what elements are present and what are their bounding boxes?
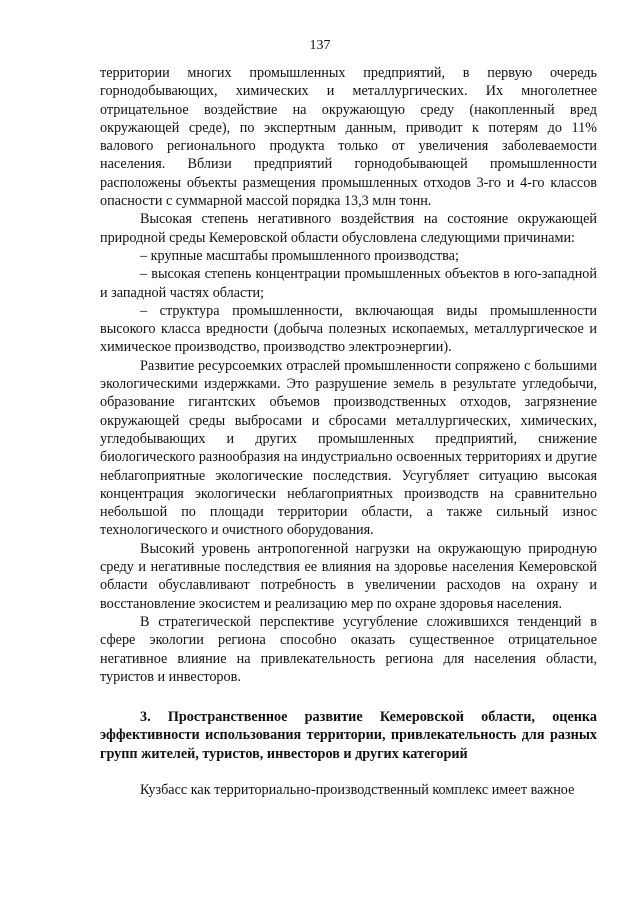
paragraph: В стратегической перспективе усугубление сложившихся тенденций в сфере экологии региона способно оказать существенное отрицательное негативное влияние на привлекательность региона для населения области, туристов и инвесторов.: [100, 613, 597, 685]
paragraph: Кузбасс как территориально-производственный комплекс имеет важное: [140, 781, 575, 798]
section-heading: 3. Пространственное развитие Кемеровской области, оценка эффективности использования территории, привлекательность для разных групп жителей, туристов, инвесторов и других категорий: [100, 709, 597, 762]
paragraph: Высокий уровень антропогенной нагрузки на окружающую природную среду и негативные последствия ее влияния на здоровье населения Кемеровской области обуславливают потребность в увеличении расходов на охрану и восстановление экосистем и реализацию мер по охране здоровья населения.: [100, 540, 597, 612]
paragraph: Развитие ресурсоемких отраслей промышленности сопряжено с большими экологическими издержками. Это разрушение земель в результате угледобычи, образование гигантских объемов производственных отходов, загрязнение окружающей среды выбросами и сбросами металлургических, химических, угледобывающих и других промышленных предприятий, снижение биологического разнообразия на индустриально освоенных территориях и другие неблагоприятные экологические последствия. Усугубляет ситуацию высокая концентрация экологически неблагоприятных производств на сравнительно небольшой по площади территории области, а также сильный износ технологического и очистного оборудования.: [100, 357, 597, 539]
document-body: [100, 64, 597, 799]
list-item: – высокая степень концентрации промышленных объектов в юго-западной и западной частях области;: [100, 266, 597, 301]
list-item: – структура промышленности, включающая виды промышленности высокого класса вредности (добыча полезных ископаемых, металлургическое и химическое производство, производство электроэнергии).: [100, 302, 597, 356]
paragraph: Высокая степень негативного воздействия на состояние окружающей природной среды Кемеровской области обусловлена следующими причинами:: [100, 211, 597, 246]
page-number: 137: [309, 38, 331, 53]
paragraph: территории многих промышленных предприятий, в первую очередь горнодобывающих, химических и металлургических. Их многолетнее отрицательное воздействие на окружающую среду (накопленный вред окружающей среде), по экспертным данным, приводит к потерям до 11% валового регионального продукта только от увеличения заболеваемости населения. Вблизи предприятий горнодобывающей промышленности расположены объекты размещения промышленных отходов 3-го и 4-го классов опасности с суммарной массой порядка 13,3 млн тонн.: [100, 65, 597, 210]
list-item: – крупные масштабы промышленного производства;: [140, 247, 459, 264]
